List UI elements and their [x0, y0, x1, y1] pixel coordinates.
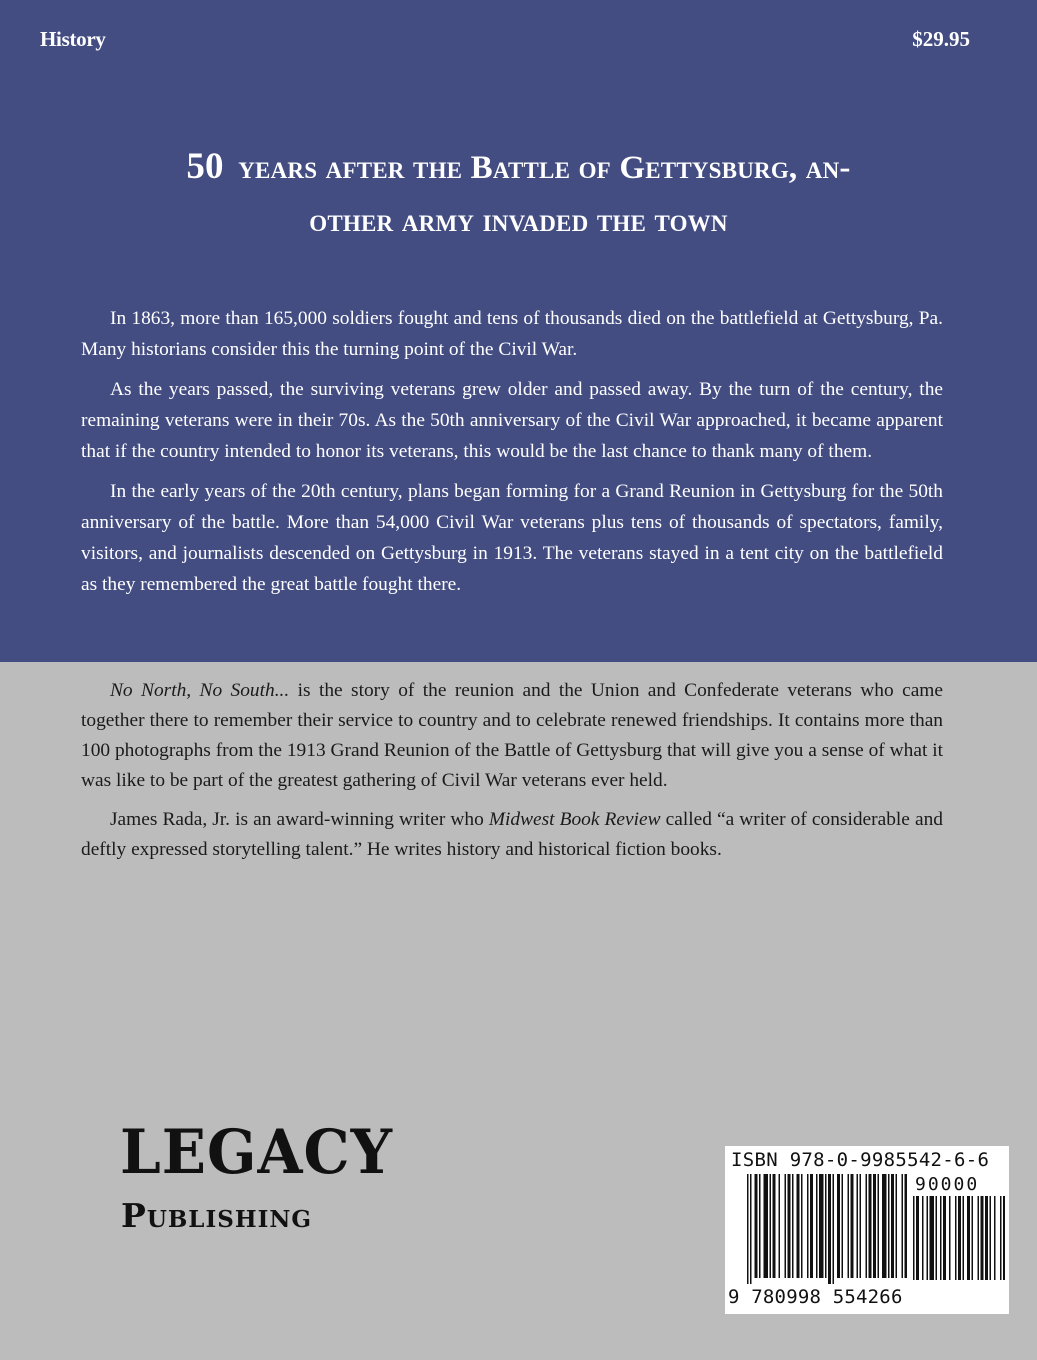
ean-barcode-bars [747, 1174, 907, 1286]
barcode-bar [916, 1196, 919, 1280]
blurb-paragraph-2: As the years passed, the surviving veterans grew older and passed away. By the turn of the century, the remaining veterans were in their 70s. As the 50th anniversary of the Civil War approached, it became apparent that if the country intended to honor its veterans, this would be the last chance to thank many of them. [81, 379, 943, 462]
barcode-bar [807, 1174, 809, 1278]
barcode-bar [981, 1196, 984, 1280]
barcode-bar [927, 1196, 929, 1280]
headline-text-1: years after the Battle of Gettysburg, an- [238, 150, 851, 186]
barcode-bar [967, 1196, 970, 1280]
barcode-bar [816, 1174, 818, 1278]
barcode-bar [882, 1174, 887, 1278]
barcode-bar [958, 1196, 961, 1280]
barcode-bar [1003, 1196, 1005, 1280]
publisher-logo-publishing: Publishing [121, 1196, 313, 1235]
barcode-bar [943, 1196, 946, 1280]
addon-number: 90000 [915, 1174, 980, 1195]
isbn-label: ISBN 978-0-9985542-6-6 [731, 1149, 990, 1171]
barcode-bar [896, 1174, 898, 1278]
barcode-bar [869, 1174, 872, 1278]
author-bio-text-2: called “a writer of considerable and deftly expressed storytelling talent.” He writes history and historical fiction books. [81, 809, 943, 860]
ean-number: 9 780998 554266 [728, 1286, 903, 1308]
barcode-bar [747, 1174, 749, 1284]
headline-line-1 [40, 140, 997, 195]
barcode-bar [759, 1174, 761, 1278]
barcode-bar [940, 1196, 942, 1280]
blurb-paragraph-3: In the early years of the 20th century, plans began forming for a Grand Reunion in Gettysburg for the 50th anniversary of the battle. More than 54,000 Civil War veterans plus tens of thousands of spectators, family, visitors, and journalists descended on Gettysburg in 1913. The veterans stayed in a tent city on the battlefield as they remembered the great battle fought there. [81, 481, 943, 595]
barcode-bar [851, 1174, 854, 1278]
blurb-paragraph-1: In 1863, more than 165,000 soldiers fought and tens of thousands died on the battlefield at Gettysburg, Pa. Many historians consider this the turning point of the Civil War. [81, 308, 943, 360]
barcode-bar [833, 1174, 835, 1284]
barcode-bar [978, 1196, 980, 1280]
barcode-bar [891, 1174, 894, 1278]
barcode-bar [779, 1174, 781, 1278]
barcode-bar [857, 1174, 859, 1278]
genre-label: History [40, 27, 106, 51]
barcode-bar [860, 1174, 862, 1278]
barcode-bar [902, 1174, 904, 1278]
price-label: $29.95 [912, 27, 970, 51]
barcode-bar [792, 1174, 794, 1278]
barcode-bar [949, 1196, 951, 1280]
barcode-bar [963, 1196, 965, 1280]
barcode-bar [842, 1174, 844, 1278]
blurb [81, 303, 943, 609]
barcode-bar [905, 1174, 908, 1278]
barcode-bar [985, 1196, 988, 1280]
barcode-bar [972, 1196, 974, 1280]
barcode-bar [955, 1196, 957, 1280]
description-text-1: is the story of the reunion and the Union and Confederate veterans who came together there to remember their service to country and to celebrate renewed friendships. It contains more than 100 photographs from the 1913 Grand Reunion of the Battle of Gettysburg that will give you a sense of what it was like to be part of the greatest gathering of Civil War veterans ever held. [81, 680, 943, 791]
headline-number: 50 [186, 146, 224, 187]
barcode-bar [750, 1174, 752, 1284]
barcode-bar [788, 1174, 791, 1278]
headline [40, 140, 997, 248]
review-source: Midwest Book Review [488, 809, 661, 830]
barcode-bar [873, 1174, 876, 1278]
book-title: No North, No South... [110, 680, 290, 701]
barcode-bar [878, 1174, 880, 1278]
barcode-bar [848, 1174, 850, 1278]
barcode-bar [1000, 1196, 1002, 1280]
barcode-bar [797, 1174, 800, 1278]
barcode-bar [888, 1174, 890, 1278]
barcode-bar [770, 1174, 772, 1278]
headline-line-2: other army invaded the town [309, 203, 728, 239]
barcode-bar [922, 1196, 924, 1280]
barcode-bar [990, 1196, 992, 1280]
author-bio-text-1: James Rada, Jr. is an award-winning writer who [110, 809, 489, 830]
barcode-bar [866, 1174, 868, 1278]
barcode-bar [785, 1174, 787, 1278]
addon-barcode-bars [913, 1196, 1005, 1286]
barcode-bar [773, 1174, 776, 1278]
barcode-bar [755, 1174, 758, 1278]
barcode-bar [828, 1174, 831, 1284]
barcode-bar [819, 1174, 824, 1278]
barcode-bar [913, 1196, 915, 1280]
book-description [81, 676, 943, 874]
barcode-bar [801, 1174, 803, 1278]
author-bio [81, 805, 943, 865]
barcode-bar [837, 1174, 840, 1278]
barcode-bar [936, 1196, 938, 1280]
barcode-bar [994, 1196, 996, 1280]
publisher-logo-legacy: LEGACY [120, 1116, 394, 1188]
barcode-bar [764, 1174, 769, 1278]
barcode-bar [810, 1174, 813, 1278]
barcode-bar [930, 1196, 935, 1280]
isbn-barcode [725, 1146, 1009, 1314]
description-paragraph-1 [81, 676, 943, 796]
barcode-bar [825, 1174, 827, 1278]
